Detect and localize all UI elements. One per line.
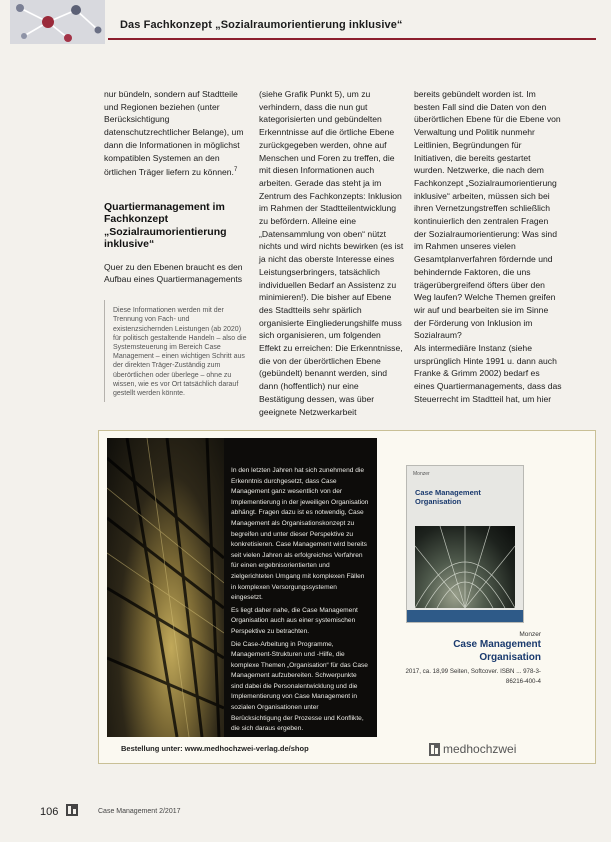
page-number: 106 xyxy=(40,806,59,818)
paragraph: (siehe Grafik Punkt 5), um zu verhindern, dass die nun gut kategorisierten und gebündelten Erkenntnisse auf die örtliche Ebene zurückgegeben werden, ohne auf Menschen und Foren zu treffen, die mit diesen Informationen auch arbeiten. Gerade das steht ja im Zentrum des Fachkonzepts: Inklusion im Rahmen der Stadtteilentwicklung zu befördern. Alleine eine „Datensammlung von oben“ nützt nichts und wird nichts bewirken (es ist ja nicht das oberste Interesse eines Leistungserbringers, tatsächlich individuellen Bedarf an Assistenz zu minimieren!). Die bisher auf Ebene des Stadtteils sehr spärlich organisierte Eingliederungshilfe muss sich organisieren, um folgenden Effekt zu erreichen: Die Erkenntnisse, die von der überörtlichen Ebene (gebündelt) benannt werden, sind dann (hoffentlich) nur eine Bestätigung dessen, was über geeignete Netzwerkarbeit xyxy=(259,89,404,417)
book-cover-band xyxy=(407,610,523,622)
dome-structure-graphic xyxy=(415,526,515,608)
running-header-title: Das Fachkonzept „Sozialraumorientierung inklusive“ xyxy=(120,19,403,31)
book-cover[interactable] xyxy=(406,465,524,623)
network-decoration-graphic xyxy=(10,0,105,44)
ad-paragraph: Die Case-Arbeitung in Programme, Management-Strukturen und -Hilfe, die komplexe Themen „Organisation“ für das Case Management aufzubereiten. Schwerpunkte sind dabei die Personalentwicklung und die Implementierung von Case Management in sozialen Organisationen unter Berücksichtigung der Prozesse und Konflikte, die sich daraus ergeben. xyxy=(231,640,368,733)
book-info xyxy=(399,631,541,686)
header-rule xyxy=(108,38,596,40)
ad-paragraph: In den letzten Jahren hat sich zunehmend die Erkenntnis durchgesetzt, dass Case Management ganz wesentlich von der Implementierung in der jeweiligen Organisation abhängt. Fragen dazu ist es notwendig, Case Management als Organisationskonzept zu begreifen und unter dieser Perspektive zu konkretisieren. Case Management wird bereits seit vielen Jahren als erfolgreiches Verfahren für einen ergebnisorientierten und zielgerichteten Umgang mit komplexen Fällen in komplexen Versorgungssystemen eingesetzt. xyxy=(231,467,369,602)
book-info-title: Case Management Organisation xyxy=(453,639,541,663)
ad-description xyxy=(224,438,377,737)
text-column-3 xyxy=(414,88,562,406)
magazine-issue: Case Management 2/2017 xyxy=(98,808,181,815)
order-link[interactable]: Bestellung unter: www.medhochzwei-verlag.de/shop xyxy=(121,744,309,753)
footnote-marker: 7 xyxy=(233,167,238,174)
margin-note: Diese Informationen werden mit der Trennung von Fach- und existenzsichernden Leistungen (ab 2020) für politisch gestaltende Handeln – also die Systemsteuerung im Bereich Case Management – einen wichtigen Schritt aus der direkten Träger-Zuständig zum überörtlichen oder überlege – ohne zu wissen, wie es vor Ort tatsächlich darauf gestellt werden könnte. xyxy=(104,300,251,402)
section-heading: Quartiermanagement im Fachkonzept „Sozialraumorientierung inklusive“ xyxy=(104,200,227,251)
publisher-mark-icon xyxy=(66,804,78,816)
book-cover-title: Case Management Organisation xyxy=(415,488,481,506)
ad-architecture-photo xyxy=(107,438,224,737)
paragraph: nur bündeln, sondern auf Stadtteile und Regionen beziehen (unter Berücksichtigung datenschutzrechtlicher Belange), um dann die Informationen in möglichst kompatiblen Systemen an den örtlichen Träger liefern zu können.$^7$ xyxy=(104,89,244,178)
publisher-logo[interactable] xyxy=(429,741,516,757)
book-info-author: Monzer xyxy=(519,631,541,638)
paragraph: bereits gebündelt worden ist. Im besten Fall sind die Daten von den überörtlichen Ebene für die Ebene von Verwaltung und Politik nunmehr Leitlinien, Begründungen für Initiativen, die bereits gestartet wurden. Netzwerke, die nach dem Fachkonzept „Sozialraumorientierung inklusive“ arbeiten, müssen sich bei ihren Vernetzungstreffen schließlich kontinuierlich den zentralen Fragen der Sozialraumorientierung: Was sind im Rahmen unseres vielen Gesamtplanverfahren fördernde und behindernde Faktoren, die uns trägerübergreifend öfters über den Weg laufen? Welche Themen greifen wir auf und bearbeiten sie im Sinne der Förderung von Inklusion im Sozialraum? xyxy=(414,89,561,341)
book-cover-author: Monzer xyxy=(413,471,430,477)
text-column-2 xyxy=(259,88,405,418)
paragraph: Quer zu den Ebenen braucht es den Aufbau eines Quartiermanagements xyxy=(104,261,243,285)
page-header xyxy=(0,0,611,48)
book-advertisement[interactable] xyxy=(98,430,596,764)
glass-facade-graphic xyxy=(107,438,224,737)
paragraph: Als intermediäre Instanz (siehe ursprünglich Hinte 1991 u. dann auch Franke & Grimm 2002) bedarf es eines Quartiermanagements, dass das Steuerrecht im Stadtteil hat, um hier xyxy=(414,343,562,404)
publisher-logo-icon xyxy=(429,743,440,756)
book-cover-photo xyxy=(415,526,515,608)
ad-paragraph: Es liegt daher nahe, die Case Management Organisation auch aus einer systemischen Perspektive zu betrachten. xyxy=(231,606,358,635)
book-info-details: 2017, ca. 18,99 Seiten, Softcover. ISBN ... 978-3-86216-400-4 xyxy=(405,668,541,685)
text-column-1 xyxy=(104,88,250,402)
publisher-logo-text: medhochzwei xyxy=(443,742,517,756)
